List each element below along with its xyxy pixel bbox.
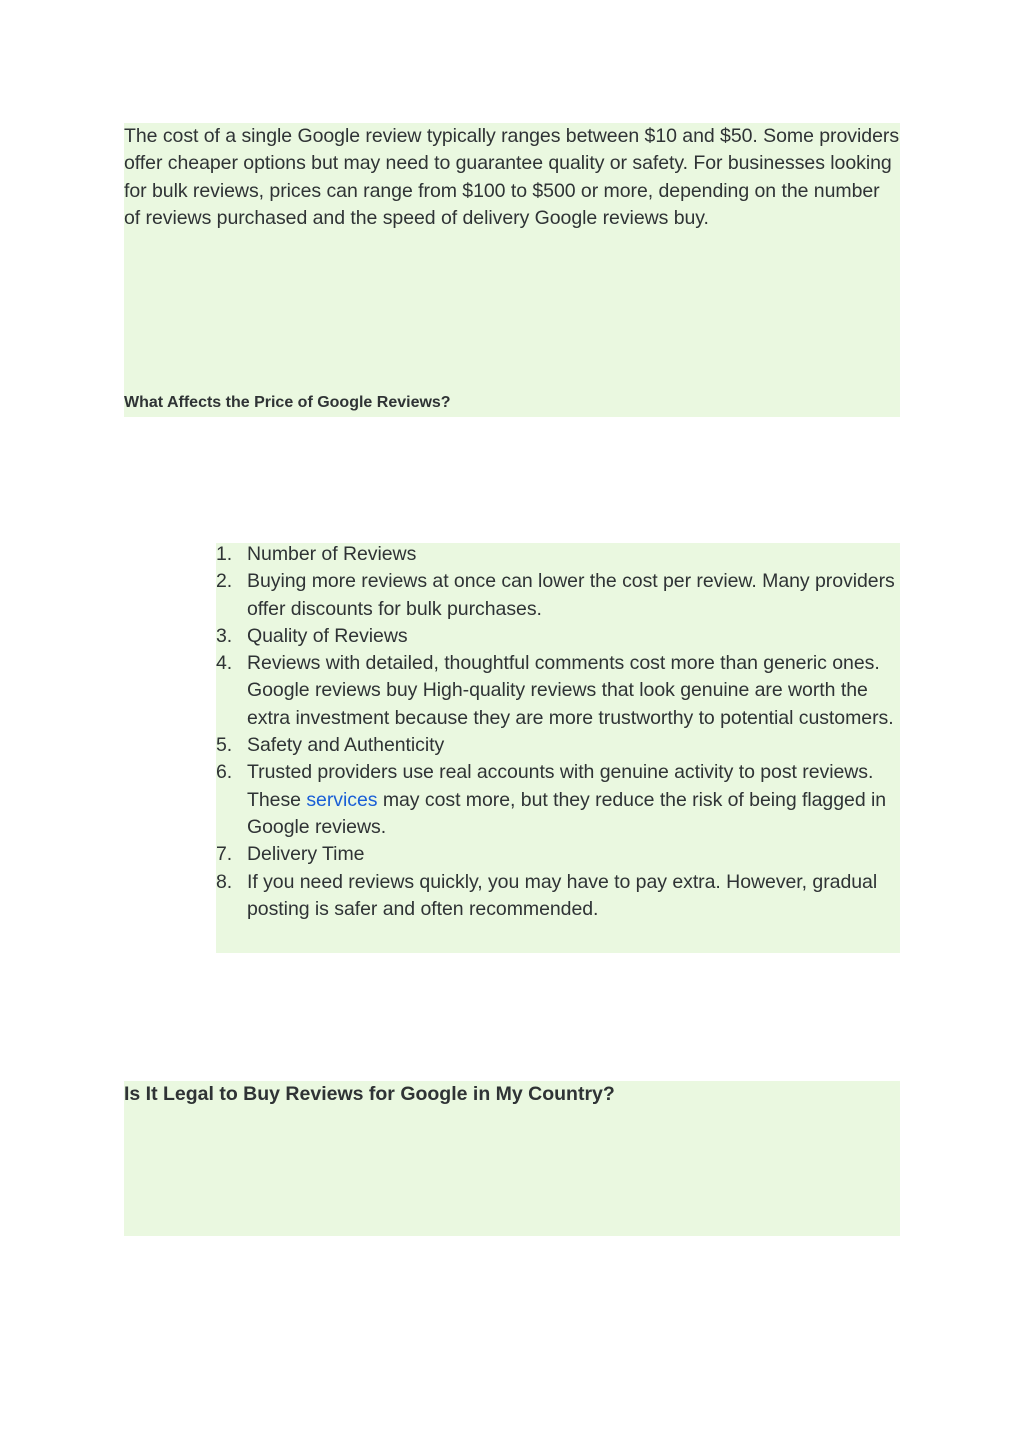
price-factors-list-section: [216, 543, 900, 953]
list-item: [216, 732, 900, 759]
list-item: [216, 759, 900, 841]
legal-section: [124, 1081, 900, 1236]
list-item-text: Delivery Time: [247, 843, 365, 866]
list-item: [216, 623, 900, 650]
list-item: [216, 650, 900, 732]
list-item-text: Buying more reviews at once can lower the cost per review. Many providers offer discounts for bulk purchases.: [247, 570, 895, 620]
price-factors-list: [216, 541, 900, 923]
list-item-number: 5.: [216, 734, 233, 757]
list-item-text-after-link: may cost more, but they reduce the risk of being flagged in Google reviews.: [247, 788, 887, 838]
legal-heading: Is It Legal to Buy Reviews for Google in My Country?: [124, 1083, 615, 1105]
list-item-number: 4.: [216, 652, 233, 675]
list-item: [216, 568, 900, 623]
list-item-text: Number of Reviews: [247, 543, 417, 565]
list-item-text: Quality of Reviews: [247, 624, 408, 647]
intro-paragraph: The cost of a single Google review typically ranges between $10 and $50. Some providers offer cheaper options but may need to guarantee quality or safety. For businesses looking for bulk reviews, prices can range from $100 to $500 or more, depending on the number of reviews purchased and the speed of delivery Google reviews buy.: [124, 125, 900, 229]
intro-section: [124, 123, 900, 417]
list-item-number: 7.: [216, 843, 233, 866]
list-item-text-before-link: Trusted providers use real accounts with genuine activity to post reviews. These: [247, 761, 874, 811]
list-item: [216, 869, 900, 924]
list-item-number: 8.: [216, 870, 233, 893]
list-item-number: 6.: [216, 761, 233, 784]
list-item-number: 2.: [216, 570, 233, 593]
list-item-number: 3.: [216, 624, 233, 647]
list-item-text: Safety and Authenticity: [247, 734, 445, 757]
list-item-number: 1.: [216, 543, 233, 565]
price-factors-heading: What Affects the Price of Google Reviews?: [124, 394, 451, 411]
list-item: [216, 541, 900, 568]
list-item-text: If you need reviews quickly, you may have to pay extra. However, gradual posting is safer and often recommended.: [247, 870, 878, 920]
services-link[interactable]: services: [306, 788, 378, 811]
list-item-text: Reviews with detailed, thoughtful comments cost more than generic ones. Google reviews buy High-quality reviews that look genuine are worth the extra investment because they are more trustworthy to potential customers.: [247, 652, 894, 729]
list-item: [216, 841, 900, 868]
